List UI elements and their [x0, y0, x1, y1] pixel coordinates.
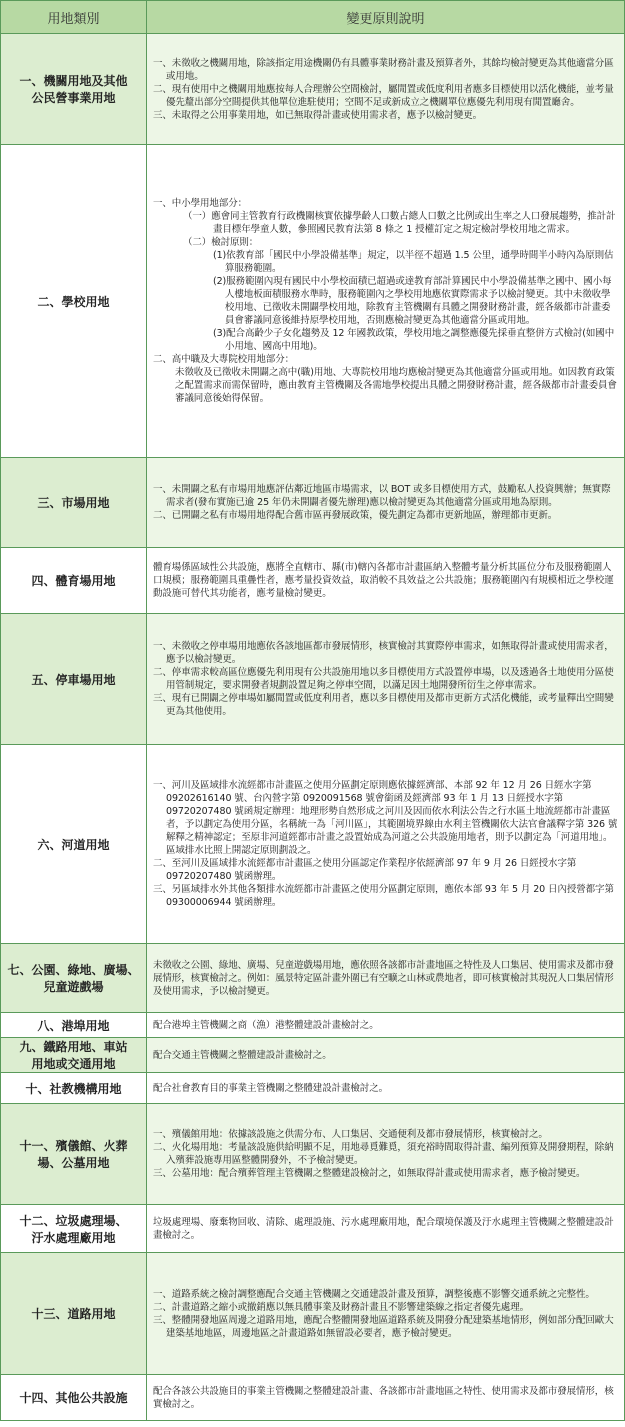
category-label: 十二、垃圾處理場、	[19, 1213, 128, 1228]
description-line: 未徵收及已徵收未開闢之高中(職)用地、大專院校用地均應檢討變更為其他適當分區或用地。如因教育政策之配置需求而需保留時，應由教育主管機關及各需地學校提出具體之開發財務計畫，經各級都市計畫委員會審議同意後始得保留。	[175, 367, 617, 404]
category-label: 場、公墓用地	[37, 1156, 110, 1170]
category-label: 二、學校用地	[37, 294, 110, 309]
description-cell	[147, 1375, 625, 1421]
description-line: 一、道路系統之檢討調整應配合交通主管機關之交通建設計畫及預算，調整後應不影響交通系統之完整性。	[153, 1288, 595, 1300]
description-line: 二、已開闢之私有市場用地得配合舊市區再發展政策，優先劃定為都市更新地區，辦理都市更新。	[153, 510, 558, 521]
description-line: 二、停車需求較高區位應優先利用現有公共設施用地以多目標使用方式設置停車場，以及透過各土地使用分區使用管制規定，要求開發者規劃設置足夠之停車空間，以滿足因土地開發所衍生之停車需求。	[153, 667, 614, 691]
category-cell	[1, 1038, 147, 1073]
table-row	[1, 145, 625, 458]
header-category: 用地類別	[1, 1, 147, 34]
category-label: 九、鐵路用地、車站	[19, 1040, 128, 1054]
description-line: 二、至河川及區域排水流經都市計畫區之使用分區認定作業程序依經濟部 97 年 9 月 26 日經授水字第 09720207480 號函辦理。	[153, 858, 577, 882]
table-row	[1, 1205, 625, 1253]
description-line: 三、公墓用地：配合殯葬管理主管機關之整體建設檢討之，如無取得計畫或使用需求者，應予檢討變更。	[153, 1168, 586, 1179]
description-line: (3)配合高齡少子女化趨勢及 12 年國教政策，學校用地之調整應優先採垂直整併方式檢討(如國中小用地、國高中用地)。	[213, 328, 615, 352]
table-row	[1, 34, 625, 145]
table-row	[1, 745, 625, 944]
description-line: 一、殯儀館用地：依據該設施之供需分布、人口集居、交通便利及都市發展情形，核實檢討之。	[153, 1129, 548, 1140]
category-label: 公民營事業用地	[31, 91, 116, 105]
description-line: 體育場係區域性公共設施，應將全直轄市、縣(市)轄內各都市計畫區納入整體考量分析其區位分布及服務範圍人口規模；服務範圍具重疊性者，應考量投資效益，取消較不具效益之公共設施；服務範圍內有規模相近之學校運動設施可替代其功能者，應考量檢討變更。	[153, 562, 614, 599]
table-row	[1, 1104, 625, 1205]
category-cell	[1, 1253, 147, 1375]
header-description: 變更原則說明	[147, 1, 625, 34]
description-cell	[147, 34, 625, 145]
category-label: 汙水處理廠用地	[31, 1230, 116, 1245]
description-cell	[147, 745, 625, 944]
category-label: 三、市場用地	[37, 496, 110, 510]
description-line: 三、另區域排水外其他各類排水流經都市計畫區之使用分區劃定原則，應依本部 93 年 5 月 20 日內授營都字第 09300006944 號函辦理。	[153, 884, 614, 908]
description-cell	[147, 1013, 625, 1038]
category-label: 八、港埠用地	[37, 1018, 110, 1033]
category-cell	[1, 745, 147, 944]
category-cell	[1, 34, 147, 145]
description-line: 二、計畫道路之縮小或撤銷應以無具體事業及財務計畫且不影響建築線之指定者優先處理。	[153, 1301, 530, 1313]
description-line: 三、現有已開闢之停車場如屬閒置或低度利用者，應以多目標使用及都市更新方式活化機能，或考量釋出空間變更為其他使用。	[153, 693, 614, 717]
category-label: 十三、道路用地	[31, 1307, 116, 1321]
table-row	[1, 944, 625, 1013]
category-label: 兒童遊戲場	[43, 980, 104, 994]
description-line: 一、未徵收之停車場用地應依各該地區都市發展情形，核實檢討其實際停車需求，如無取得計畫或使用需求者，應予以檢討變更。	[153, 641, 614, 665]
description-line: 未徵收之公園、綠地、廣場、兒童遊戲場用地，應依照各該都市計畫地區之特性及人口集居、使用需求及都市發展情形，核實檢討之。例如：風景特定區計畫外圍已有空曠之山林或農地者，即可核實檢討其現況人口集居情形及使用需求，予以檢討變更。	[153, 959, 614, 997]
description-line: 二、高中職及大專院校用地部分：	[153, 354, 295, 365]
category-cell	[1, 1205, 147, 1253]
description-cell	[147, 1104, 625, 1205]
description-cell	[147, 1253, 625, 1375]
description-line: （二）檢討原則：	[183, 237, 259, 248]
category-label: 五、停車場用地	[31, 672, 116, 687]
category-cell	[1, 1104, 147, 1205]
description-line: 三、未取得之公用事業用地，如已無取得計畫或使用需求者，應予以檢討變更。	[153, 109, 483, 121]
table-row	[1, 1038, 625, 1073]
category-label: 七、公園、綠地、廣場、	[7, 963, 140, 977]
description-cell	[147, 548, 625, 614]
description-line: 三、整體開發地區周邊之道路用地，應配合整體開發地區道路系統及開發分配建築基地情形，例如部分配回歐大建築基地地區，周邊地區之計畫道路如無留設必要者，應予檢討變更。	[153, 1314, 614, 1339]
description-line: 配合各該公共設施目的事業主管機關之整體建設計畫、各該都市計畫地區之特性、使用需求及都市發展情形，核實檢討之。	[153, 1385, 614, 1410]
description-line: （一）應會同主管教育行政機關核實依據學齡人口數占總人口數之比例或出生率之人口發展趨勢，推計計畫目標年學童人數，參照國民教育法第 8 條之 1 授權訂定之規定檢討學校用地之需求。	[183, 211, 616, 235]
description-line: 垃圾處理場、廢棄物回收、清除、處理設施、污水處理廠用地，配合環境保護及汙水處理主管機關之整體建設計畫檢討之。	[153, 1216, 614, 1241]
category-label: 用地或交通用地	[31, 1057, 116, 1071]
category-cell	[1, 1013, 147, 1038]
category-cell	[1, 1073, 147, 1104]
category-label: 十四、其他公共設施	[19, 1391, 128, 1405]
category-cell	[1, 944, 147, 1013]
description-cell	[147, 944, 625, 1013]
description-line: 一、未徵收之機關用地，除該指定用途機關仍有具體事業財務計畫及預算者外，其餘均檢討變更為其他適當分區或用地。	[153, 57, 614, 82]
description-line: 一、中小學用地部分：	[153, 198, 248, 209]
category-cell	[1, 145, 147, 458]
description-line: 配合交通主管機關之整體建設計畫檢討之。	[153, 1049, 332, 1061]
description-cell	[147, 1038, 625, 1073]
description-line: (2)服務範圍內現有國民中小學校面積已超過或達教育部計算國民中小學設備基準之國中、國小每人樓地板面積服務水準時，服務範圍內之學校用地應依實際需求予以檢討變更。其中未徵收學校用地、已徵收未開闢學校用地，除教育主管機關有具體之開發財務計畫，經各級都市計畫委員會審議同意後維持原學校用地，否則應檢討變更為其他適當分區或用地。	[213, 276, 612, 326]
category-cell	[1, 1375, 147, 1421]
category-label: 十、社教機構用地	[25, 1081, 122, 1096]
table-row	[1, 458, 625, 548]
category-label: 四、體育場用地	[31, 574, 116, 588]
category-cell	[1, 458, 147, 548]
category-label: 六、河道用地	[37, 837, 110, 852]
table-row	[1, 614, 625, 745]
description-cell	[147, 614, 625, 745]
description-line: 配合港埠主管機關之商（漁）港整體建設計畫檢討之。	[153, 1019, 379, 1031]
description-line: (1)依教育部「國民中小學設備基準」規定，以半徑不超過 1.5 公里，通學時間半小時內為原則估算服務範圍。	[213, 250, 614, 274]
category-cell	[1, 548, 147, 614]
description-line: 一、河川及區域排水流經都市計畫區之使用分區劃定原則應依據經濟部、本部 92 年 12 月 26 日經水字第 09202616140 號、台內營字第 0920091568 號會銜函及經濟部 93 年 1 月 13 日經授水字第 09720207480 號函規定辦理：地理形勢自然形成之河川及因而依水利法公告之行水區土地流經都市計畫區者，予以劃定為使用分區，名稱統一為「河川區」，其範圍境界線由水利主管機關依大法官會議釋字第 326 號解釋之精神認定；至原非河道經都市計畫之設置始成為河道之公共設施用地者，則予以劃定為「河道用地」。區域排水比照上開認定原則劃設之。	[153, 780, 618, 856]
category-cell	[1, 614, 147, 745]
table-row	[1, 1253, 625, 1375]
description-line: 二、現有使用中之機關用地應按每人合理辦公空間檢討，屬閒置或低度利用者應多目標使用以活化機能，並考量優先釐出部分空間提供其他單位進駐使用；空間不足或新成立之機關單位應優先利用現有閒置廳舍。	[153, 83, 614, 108]
description-cell	[147, 1073, 625, 1104]
description-line: 二、火化場用地：考量該設施供給明顯不足，用地尋覓難覓，須充裕時間取得計畫、編列預算及開發期程，除納入殯葬設施專用區整體開發外，不予檢討變更。	[153, 1142, 614, 1166]
description-cell	[147, 1205, 625, 1253]
header-row	[1, 1, 625, 34]
description-line: 配合社會教育目的事業主管機關之整體建設計畫檢討之。	[153, 1082, 389, 1094]
table-row	[1, 1013, 625, 1038]
description-line: 一、未開闢之私有市場用地應評估鄰近地區市場需求，以 BOT 或多目標使用方式，鼓勵私人投資興辦；無實際需求者(發布實施已逾 25 年仍未開闢者優先辦理)應以檢討變更為其他適當分區或用地為原則。	[153, 484, 611, 508]
description-cell	[147, 145, 625, 458]
table-row	[1, 1375, 625, 1421]
category-label: 一、機關用地及其他	[19, 74, 128, 88]
table-row	[1, 1073, 625, 1104]
description-cell	[147, 458, 625, 548]
category-label: 十一、殯儀館、火葬	[19, 1139, 128, 1153]
table-row	[1, 548, 625, 614]
